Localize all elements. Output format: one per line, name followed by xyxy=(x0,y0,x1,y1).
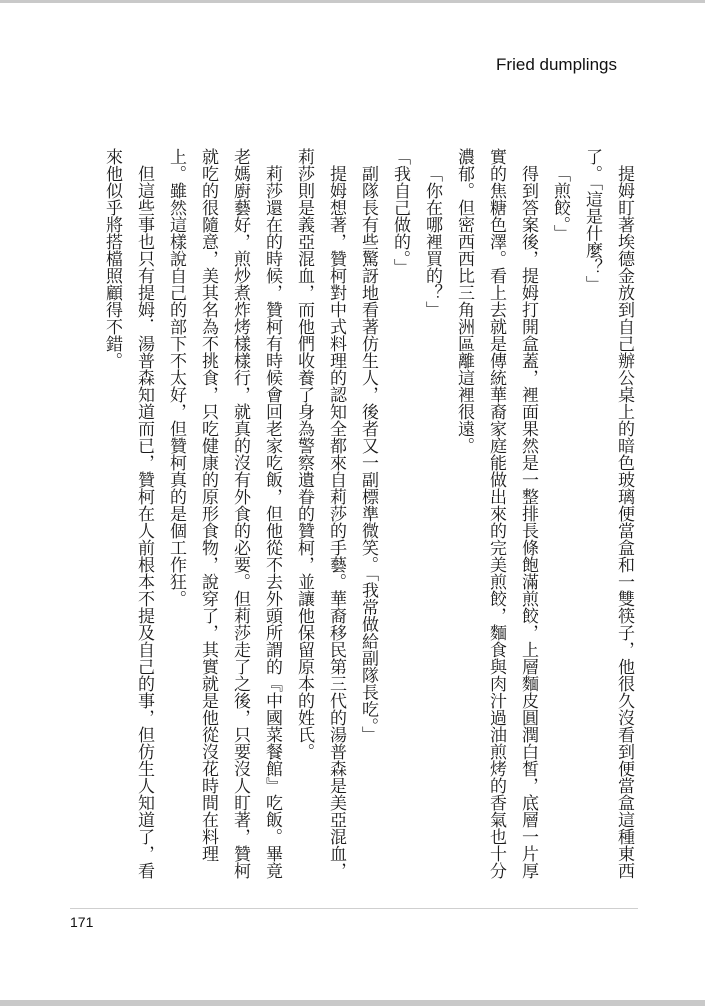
paragraph: 「我自己做的。」 xyxy=(390,148,410,276)
paragraph: 「你在哪裡買的？」 xyxy=(422,165,442,318)
paragraph: 莉莎還在的時候，贊柯有時候會回老家吃飯，但他從不去外頭所謂的『中國菜餐館』吃飯。畢竟老媽廚藝好，煎炒煮炸烤樣樣行，就真的沒有外食的必要。但莉莎走了之後，只要沒人盯著，贊柯就吃的很隨意，美其名為不挑食，只吃健康的原形食物，說穿了，其實就是他從沒花時間在料理上。雖然這樣說自己的部下不太好，但贊柯真的是個工作狂。 xyxy=(166,148,282,879)
body-text xyxy=(72,148,640,893)
bottom-border xyxy=(0,1000,705,1006)
paragraph: 提姆想著，贊柯對中式料理的認知全都來自莉莎的手藝。華裔移民第三代的湯普森是美亞混血，莉莎則是義亞混血，而他們收養了身為警察遺眷的贊柯，並讓他保留原本的姓氏。 xyxy=(294,148,346,879)
footer-divider xyxy=(70,908,638,909)
paragraph: 得到答案後，提姆打開盒蓋，裡面果然是一整排長條飽滿煎餃，上層麵皮圓潤白皙，底層一片厚實的焦糖色澤。看上去就是傳統華裔家庭能做出來的完美煎餃，麵食與肉汁過油煎烤的香氣也十分濃郁。但密西西比三角洲區離這裡很遠。 xyxy=(454,148,538,879)
page-number: 171 xyxy=(70,914,94,930)
paragraph: 副隊長有些驚訝地看著仿生人，後者又一副標準微笑。「我常做給副隊長吃。」 xyxy=(358,165,378,743)
paragraph: 「煎餃。」 xyxy=(550,165,570,242)
running-header: Fried dumplings xyxy=(496,55,617,74)
paragraph: 提姆盯著埃德金放到自己辦公桌上的暗色玻璃便當盒和一雙筷子，他很久沒看到便當盒這種東西了。「這是什麼？」 xyxy=(582,148,634,879)
top-border xyxy=(0,0,705,3)
paragraph: 但這些事也只有提姆．湯普森知道而已，贊柯在人前根本不提及自己的事，但仿生人知道了，看來他似乎將搭檔照顧得不錯。 xyxy=(102,148,154,879)
